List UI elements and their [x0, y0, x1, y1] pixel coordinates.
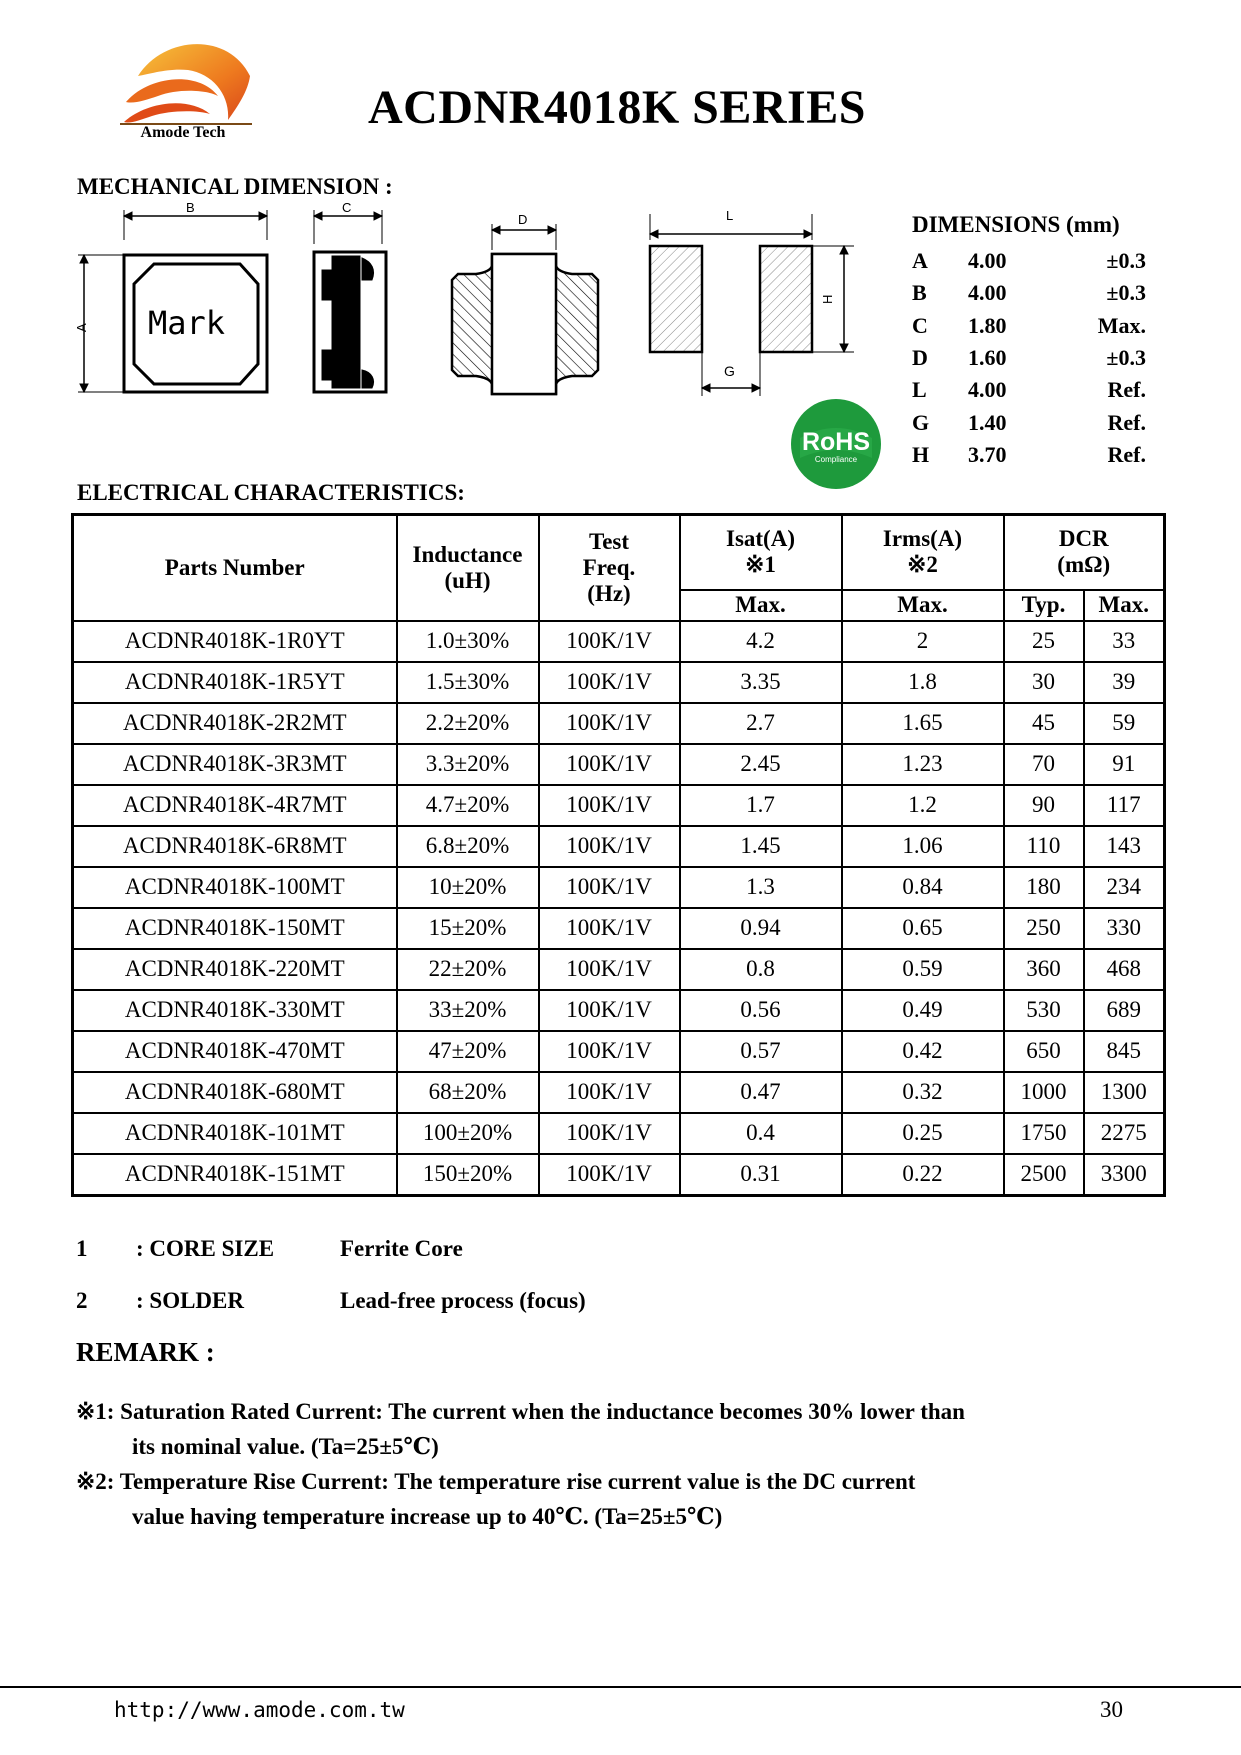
side-view-drawing — [314, 210, 386, 392]
table-row — [73, 703, 1165, 744]
table-cell: 1.0±30% — [397, 621, 539, 662]
table-cell: ACDNR4018K-2R2MT — [73, 703, 397, 744]
dim-row: C 1.80 Max. — [912, 312, 1146, 338]
logo-text: Amode Tech — [140, 124, 226, 141]
table-cell: 650 — [1004, 1031, 1084, 1072]
table-cell: 0.22 — [842, 1154, 1004, 1196]
table-cell: ACDNR4018K-151MT — [73, 1154, 397, 1196]
table-row — [73, 1072, 1165, 1113]
table-cell: 2.2±20% — [397, 703, 539, 744]
table-cell: 110 — [1004, 826, 1084, 867]
label-c: C — [342, 200, 352, 215]
table-cell: 30 — [1004, 662, 1084, 703]
table-cell: 1.23 — [842, 744, 1004, 785]
table-cell: ACDNR4018K-1R0YT — [73, 621, 397, 662]
table-row — [73, 1154, 1165, 1196]
table-cell: 100K/1V — [539, 990, 680, 1031]
table-cell: 100K/1V — [539, 785, 680, 826]
label-a: A — [74, 323, 89, 332]
table-cell: ACDNR4018K-1R5YT — [73, 662, 397, 703]
table-cell: 117 — [1084, 785, 1165, 826]
table-cell: 1750 — [1004, 1113, 1084, 1154]
table-cell: 33±20% — [397, 990, 539, 1031]
table-cell: 100K/1V — [539, 1113, 680, 1154]
table-row — [73, 621, 1165, 662]
table-cell: 250 — [1004, 908, 1084, 949]
table-cell: 0.8 — [680, 949, 842, 990]
table-cell: ACDNR4018K-150MT — [73, 908, 397, 949]
table-cell: 100±20% — [397, 1113, 539, 1154]
header-parts: Parts Number — [73, 515, 397, 621]
table-cell: 100K/1V — [539, 621, 680, 662]
rohs-sub: Compliance — [814, 455, 858, 464]
label-l: L — [726, 208, 734, 223]
table-row — [73, 908, 1165, 949]
top-view-drawing — [78, 210, 267, 392]
table-row — [73, 990, 1165, 1031]
table-cell: 2.7 — [680, 703, 842, 744]
mark-text: Mark — [148, 304, 226, 342]
table-cell: 0.56 — [680, 990, 842, 1031]
table-cell: 3.3±20% — [397, 744, 539, 785]
table-cell: 0.47 — [680, 1072, 842, 1113]
table-cell: 3300 — [1084, 1154, 1165, 1196]
table-cell: ACDNR4018K-330MT — [73, 990, 397, 1031]
table-cell: ACDNR4018K-3R3MT — [73, 744, 397, 785]
table-cell: 0.31 — [680, 1154, 842, 1196]
table-cell: 0.59 — [842, 949, 1004, 990]
table-cell: 25 — [1004, 621, 1084, 662]
mechanical-drawing — [72, 200, 872, 420]
table-cell: 90 — [1004, 785, 1084, 826]
land-pattern-drawing — [650, 214, 854, 396]
dim-row: A 4.00 ±0.3 — [912, 248, 1146, 274]
header-irms: Irms(A) ※2 — [842, 515, 1004, 590]
table-cell: 234 — [1084, 867, 1165, 908]
table-cell: 100K/1V — [539, 744, 680, 785]
table-cell: ACDNR4018K-6R8MT — [73, 826, 397, 867]
note-solder: 2 : SOLDER Lead-free process (focus) — [76, 1288, 586, 1313]
table-cell: 10±20% — [397, 867, 539, 908]
table-cell: ACDNR4018K-680MT — [73, 1072, 397, 1113]
table-cell: 22±20% — [397, 949, 539, 990]
table-cell: ACDNR4018K-470MT — [73, 1031, 397, 1072]
header-isat-max: Max. — [680, 590, 842, 621]
table-cell: 70 — [1004, 744, 1084, 785]
table-row — [73, 867, 1165, 908]
dim-row: D 1.60 ±0.3 — [912, 345, 1146, 371]
table-cell: 0.49 — [842, 990, 1004, 1031]
table-cell: 150±20% — [397, 1154, 539, 1196]
table-cell: 0.42 — [842, 1031, 1004, 1072]
table-cell: ACDNR4018K-101MT — [73, 1113, 397, 1154]
dim-row: H 3.70 Ref. — [912, 441, 1146, 467]
table-cell: 1.65 — [842, 703, 1004, 744]
table-cell: 468 — [1084, 949, 1165, 990]
table-cell: 0.25 — [842, 1113, 1004, 1154]
table-cell: 1.2 — [842, 785, 1004, 826]
table-row — [73, 949, 1165, 990]
table-cell: 100K/1V — [539, 867, 680, 908]
table-row — [73, 785, 1165, 826]
table-cell: 330 — [1084, 908, 1165, 949]
table-cell: 47±20% — [397, 1031, 539, 1072]
dimensions-title: DIMENSIONS (mm) — [912, 212, 1120, 237]
page-title: ACDNR4018K SERIES — [368, 81, 866, 134]
table-cell: 1.8 — [842, 662, 1004, 703]
table-cell: 100K/1V — [539, 949, 680, 990]
table-row — [73, 662, 1165, 703]
table-row — [73, 1031, 1165, 1072]
table-cell: 39 — [1084, 662, 1165, 703]
table-row — [73, 826, 1165, 867]
dim-row: L 4.00 Ref. — [912, 377, 1146, 403]
table-cell: 0.84 — [842, 867, 1004, 908]
table-cell: 4.7±20% — [397, 785, 539, 826]
table-cell: 0.32 — [842, 1072, 1004, 1113]
table-cell: 689 — [1084, 990, 1165, 1031]
table-row — [73, 744, 1165, 785]
table-cell: ACDNR4018K-100MT — [73, 867, 397, 908]
header-isat: Isat(A) ※1 — [680, 515, 842, 590]
table-cell: 4.2 — [680, 621, 842, 662]
dim-row: G 1.40 Ref. — [912, 409, 1146, 435]
header-irms-max: Max. — [842, 590, 1004, 621]
table-cell: 91 — [1084, 744, 1165, 785]
rohs-badge — [790, 398, 882, 490]
table-cell: 0.65 — [842, 908, 1004, 949]
table-cell: 6.8±20% — [397, 826, 539, 867]
page-number: 30 — [1100, 1697, 1123, 1722]
table-cell: 100K/1V — [539, 1072, 680, 1113]
header-dcr: DCR (mΩ) — [1004, 515, 1165, 590]
rohs-label: RoHS — [801, 428, 871, 456]
footer-divider — [0, 1686, 1241, 1688]
table-cell: 2500 — [1004, 1154, 1084, 1196]
remark-title: REMARK : — [76, 1337, 215, 1367]
table-cell: 59 — [1084, 703, 1165, 744]
table-cell: 1.06 — [842, 826, 1004, 867]
table-cell: 3.35 — [680, 662, 842, 703]
table-cell: 0.4 — [680, 1113, 842, 1154]
table-cell: 360 — [1004, 949, 1084, 990]
label-d: D — [518, 212, 528, 227]
table-cell: 68±20% — [397, 1072, 539, 1113]
table-cell: 1.5±30% — [397, 662, 539, 703]
table-cell: 2.45 — [680, 744, 842, 785]
table-cell: 530 — [1004, 990, 1084, 1031]
dim-row: B 4.00 ±0.3 — [912, 280, 1146, 306]
header-dcr-max: Max. — [1084, 590, 1165, 621]
table-cell: 15±20% — [397, 908, 539, 949]
table-cell: 100K/1V — [539, 826, 680, 867]
header-inductance: Inductance (uH) — [397, 515, 539, 621]
label-b: B — [186, 200, 195, 215]
table-cell: 1.7 — [680, 785, 842, 826]
table-cell: 0.57 — [680, 1031, 842, 1072]
table-cell: 33 — [1084, 621, 1165, 662]
footer-url[interactable]: http://www.amode.com.tw — [114, 1698, 405, 1722]
mechanical-heading: MECHANICAL DIMENSION : — [77, 174, 393, 199]
table-row — [73, 1113, 1165, 1154]
header-test-freq: Test Freq. (Hz) — [539, 515, 680, 621]
table-cell: ACDNR4018K-4R7MT — [73, 785, 397, 826]
table-cell: 180 — [1004, 867, 1084, 908]
label-g: G — [724, 363, 735, 379]
dimensions-table — [912, 245, 1146, 471]
table-cell: 100K/1V — [539, 908, 680, 949]
table-cell: 2 — [842, 621, 1004, 662]
core-view-drawing — [452, 224, 598, 394]
table-cell: 100K/1V — [539, 1154, 680, 1196]
table-cell: ACDNR4018K-220MT — [73, 949, 397, 990]
table-cell: 1.3 — [680, 867, 842, 908]
note-core-size: 1 : CORE SIZE Ferrite Core — [76, 1236, 463, 1261]
header-dcr-typ: Typ. — [1004, 590, 1084, 621]
table-cell: 2275 — [1084, 1113, 1165, 1154]
table-cell: 0.94 — [680, 908, 842, 949]
table-cell: 100K/1V — [539, 1031, 680, 1072]
table-cell: 143 — [1084, 826, 1165, 867]
remark-2: ※2: Temperature Rise Current: The temperature rise current value is the DC current value having temperature increase up to 40℃. (Ta=25±5℃) — [76, 1469, 916, 1529]
table-cell: 1000 — [1004, 1072, 1084, 1113]
label-h: H — [820, 294, 835, 304]
table-cell: 1300 — [1084, 1072, 1165, 1113]
table-cell: 1.45 — [680, 826, 842, 867]
electrical-heading: ELECTRICAL CHARACTERISTICS: — [77, 480, 465, 505]
table-cell: 100K/1V — [539, 662, 680, 703]
table-cell: 845 — [1084, 1031, 1165, 1072]
table-cell: 100K/1V — [539, 703, 680, 744]
remark-1: ※1: Saturation Rated Current: The current when the inductance becomes 30% lower than its nominal value. (Ta=25±5℃) — [76, 1399, 965, 1459]
electrical-table — [71, 513, 1166, 1197]
table-cell: 45 — [1004, 703, 1084, 744]
